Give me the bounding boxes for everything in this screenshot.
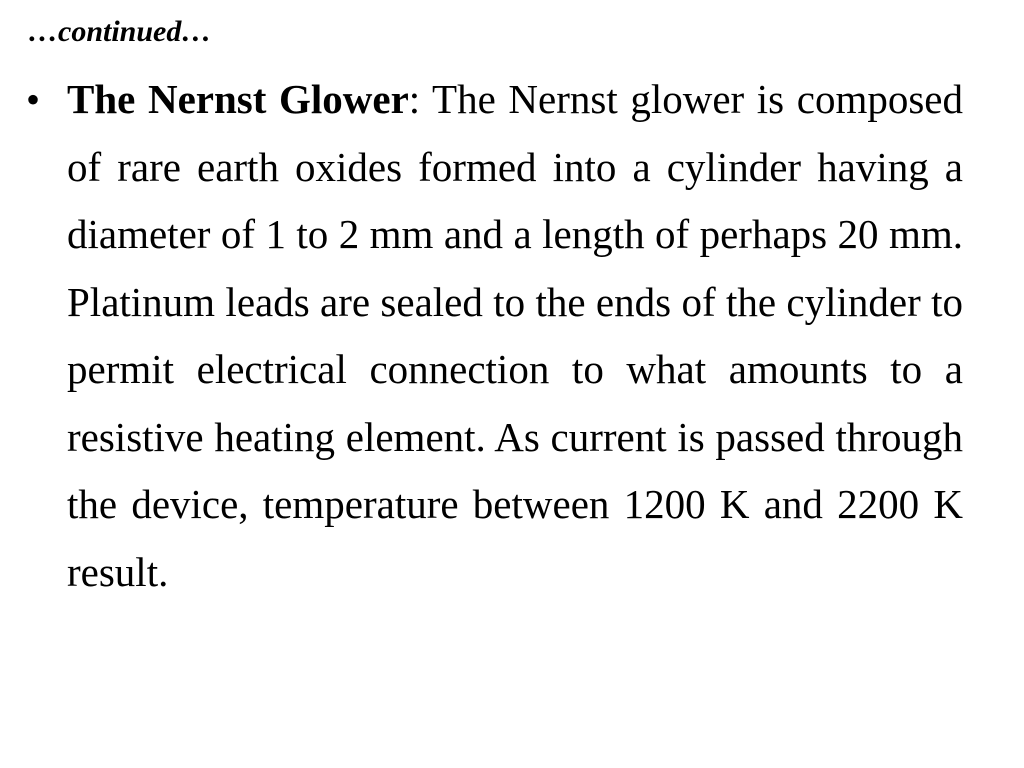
bullet-term-separator: : xyxy=(408,76,421,122)
bullet-term: The Nernst Glower xyxy=(67,76,409,122)
bullet-text xyxy=(67,66,963,606)
bullet-body: The Nernst glower is composed of rare earth oxides formed into a cylinder having a diameter of 1 to 2 mm and a length of perhaps 20 mm. Platinum leads are sealed to the ends of the cylinder to permit electrical connection to what amounts to a resistive heating element. As current is passed through the device, temperature between 1200 K and 2200 K result. xyxy=(67,76,963,595)
bullet-marker: • xyxy=(26,77,41,122)
bullet-item xyxy=(0,66,1024,606)
bullet-list xyxy=(0,66,1024,606)
continued-label: …continued… xyxy=(28,15,212,48)
